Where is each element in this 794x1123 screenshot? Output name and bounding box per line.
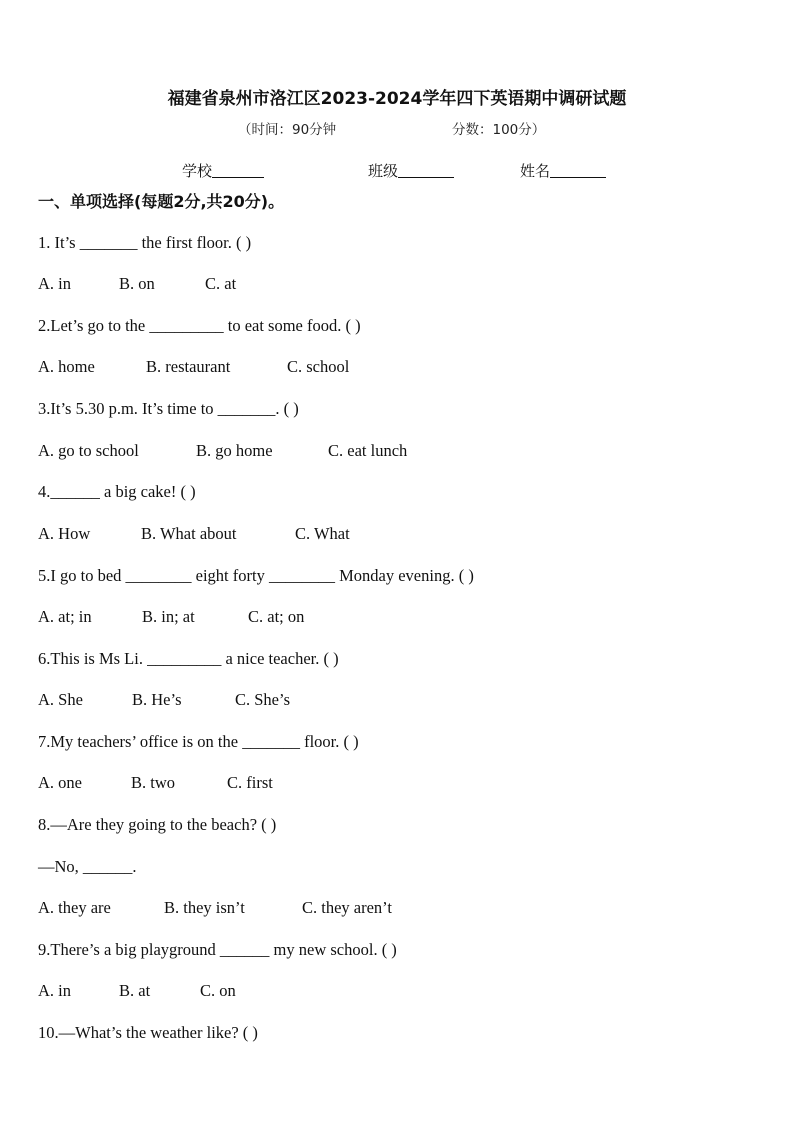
option-5a[interactable]: A. at; in	[38, 607, 92, 626]
option-3c[interactable]: C. eat lunch	[328, 441, 408, 460]
question-9: 9.There’s a big playground ______ my new school. ( )	[38, 940, 397, 959]
option-6a[interactable]: A. She	[38, 690, 83, 709]
option-9c[interactable]: C. on	[200, 981, 236, 1000]
class-field	[368, 160, 454, 181]
school-label: 学校	[182, 162, 213, 180]
option-2b[interactable]: B. restaurant	[146, 357, 231, 376]
question-2: 2.Let’s go to the _________ to eat some food. ( )	[38, 316, 361, 335]
class-label: 班级	[368, 162, 399, 180]
options-6	[38, 689, 290, 711]
option-8b[interactable]: B. they isn’t	[164, 898, 245, 917]
option-4b[interactable]: B. What about	[141, 524, 237, 543]
name-label: 姓名	[520, 162, 551, 180]
option-2a[interactable]: A. home	[38, 357, 95, 376]
class-blank[interactable]	[398, 162, 454, 178]
options-2	[38, 356, 349, 378]
option-9b[interactable]: B. at	[119, 981, 151, 1000]
question-10: 10.—What’s the weather like? ( )	[38, 1023, 258, 1042]
option-7c[interactable]: C. first	[227, 773, 273, 792]
option-6b[interactable]: B. He’s	[132, 690, 182, 709]
option-5b[interactable]: B. in; at	[142, 607, 195, 626]
option-9a[interactable]: A. in	[38, 981, 71, 1000]
option-8c[interactable]: C. they aren’t	[302, 898, 392, 917]
option-1b[interactable]: B. on	[119, 274, 155, 293]
option-1c[interactable]: C. at	[205, 274, 237, 293]
option-1a[interactable]: A. in	[38, 274, 71, 293]
options-1	[38, 273, 236, 295]
question-7: 7.My teachers’ office is on the _______ floor. ( )	[38, 732, 359, 751]
name-blank[interactable]	[550, 162, 606, 178]
option-3b[interactable]: B. go home	[196, 441, 273, 460]
question-8-answer: —No, ______.	[38, 857, 137, 876]
option-5c[interactable]: C. at; on	[248, 607, 305, 626]
options-3	[38, 440, 407, 462]
option-7a[interactable]: A. one	[38, 773, 82, 792]
options-7	[38, 772, 273, 794]
options-4	[38, 523, 350, 545]
question-4: 4.______ a big cake! ( )	[38, 482, 196, 501]
options-9	[38, 980, 236, 1002]
school-blank[interactable]	[212, 162, 264, 178]
question-6: 6.This is Ms Li. _________ a nice teacher. ( )	[38, 649, 339, 668]
question-3: 3.It’s 5.30 p.m. It’s time to _______. ( )	[38, 399, 299, 418]
exam-score: 分数：100分）	[452, 122, 546, 138]
option-7b[interactable]: B. two	[131, 773, 176, 792]
options-5	[38, 606, 304, 628]
name-field	[520, 160, 606, 181]
option-4a[interactable]: A. How	[38, 524, 91, 543]
options-8	[38, 897, 392, 919]
question-5: 5.I go to bed ________ eight forty ________ Monday evening. ( )	[38, 566, 474, 585]
question-8: 8.—Are they going to the beach? ( )	[38, 815, 277, 834]
option-6c[interactable]: C. She’s	[235, 690, 291, 709]
section-1-title: 一、单项选择(每题2分,共20分)。	[38, 192, 285, 211]
page-title: 福建省泉州市洛江区2023-2024学年四下英语期中调研试题	[167, 89, 627, 109]
question-1: 1. It’s _______ the first floor. ( )	[38, 233, 252, 252]
option-2c[interactable]: C. school	[287, 357, 350, 376]
school-field	[182, 160, 264, 181]
option-3a[interactable]: A. go to school	[38, 441, 139, 460]
option-8a[interactable]: A. they are	[38, 898, 111, 917]
option-4c[interactable]: C. What	[295, 524, 350, 543]
exam-time: （时间：90分钟	[238, 122, 337, 138]
